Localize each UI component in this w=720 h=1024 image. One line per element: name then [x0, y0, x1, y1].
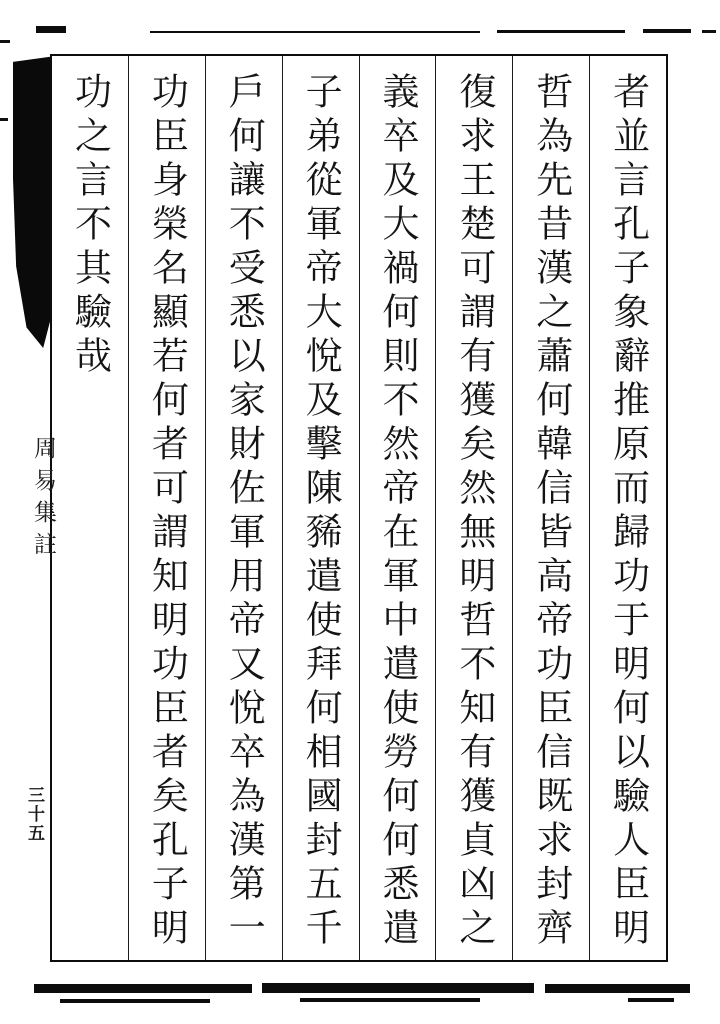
column-text: 子弟從軍帝大悅及擊陳豨遣使拜何相國封五千	[299, 72, 343, 952]
bottom-rule-segment	[545, 984, 690, 993]
margin-book-title: 周易集註	[30, 436, 56, 564]
text-column-2	[512, 56, 589, 960]
text-column-7	[128, 56, 205, 960]
column-text: 戶何讓不受悉以家財佐軍用帝又悅卒為漢第一	[222, 72, 266, 952]
column-text: 功臣身榮名顯若何者可謂知明功臣者矣孔子明	[145, 72, 189, 952]
text-frame	[50, 54, 668, 962]
text-column-3	[435, 56, 512, 960]
column-text: 復求王楚可謂有獲矣然無明哲不知有獲貞凶之	[452, 72, 496, 952]
scan-noise-mark	[0, 118, 8, 121]
column-text: 哲為先昔漢之蕭何韓信皆高帝功臣信既求封齊	[529, 72, 573, 952]
text-column-1	[589, 56, 666, 960]
bottom-rule-segment	[300, 998, 480, 1002]
text-column-4	[359, 56, 436, 960]
bottom-rule-segment	[262, 983, 534, 993]
bottom-rule-segment	[34, 984, 252, 993]
scan-noise-mark	[0, 40, 10, 43]
column-text: 者並言孔子象辭推原而歸功于明何以驗人臣明	[606, 72, 650, 952]
top-rule-segment	[36, 26, 66, 33]
scan-noise-mark	[702, 30, 716, 33]
bottom-rule-segment	[60, 999, 210, 1003]
text-column-5	[282, 56, 359, 960]
page-number: 三十五	[24, 786, 44, 843]
top-rule-segment	[643, 29, 691, 33]
top-rule-segment	[497, 30, 625, 33]
column-text: 義卒及大禍何則不然帝在軍中遣使勞何何悉遣	[375, 72, 419, 952]
column-text: 功之言不其驗哉	[68, 72, 112, 380]
top-rule-segment	[150, 31, 480, 33]
text-column-6	[205, 56, 282, 960]
text-column-8	[52, 56, 128, 960]
bottom-rule-segment	[628, 998, 674, 1002]
